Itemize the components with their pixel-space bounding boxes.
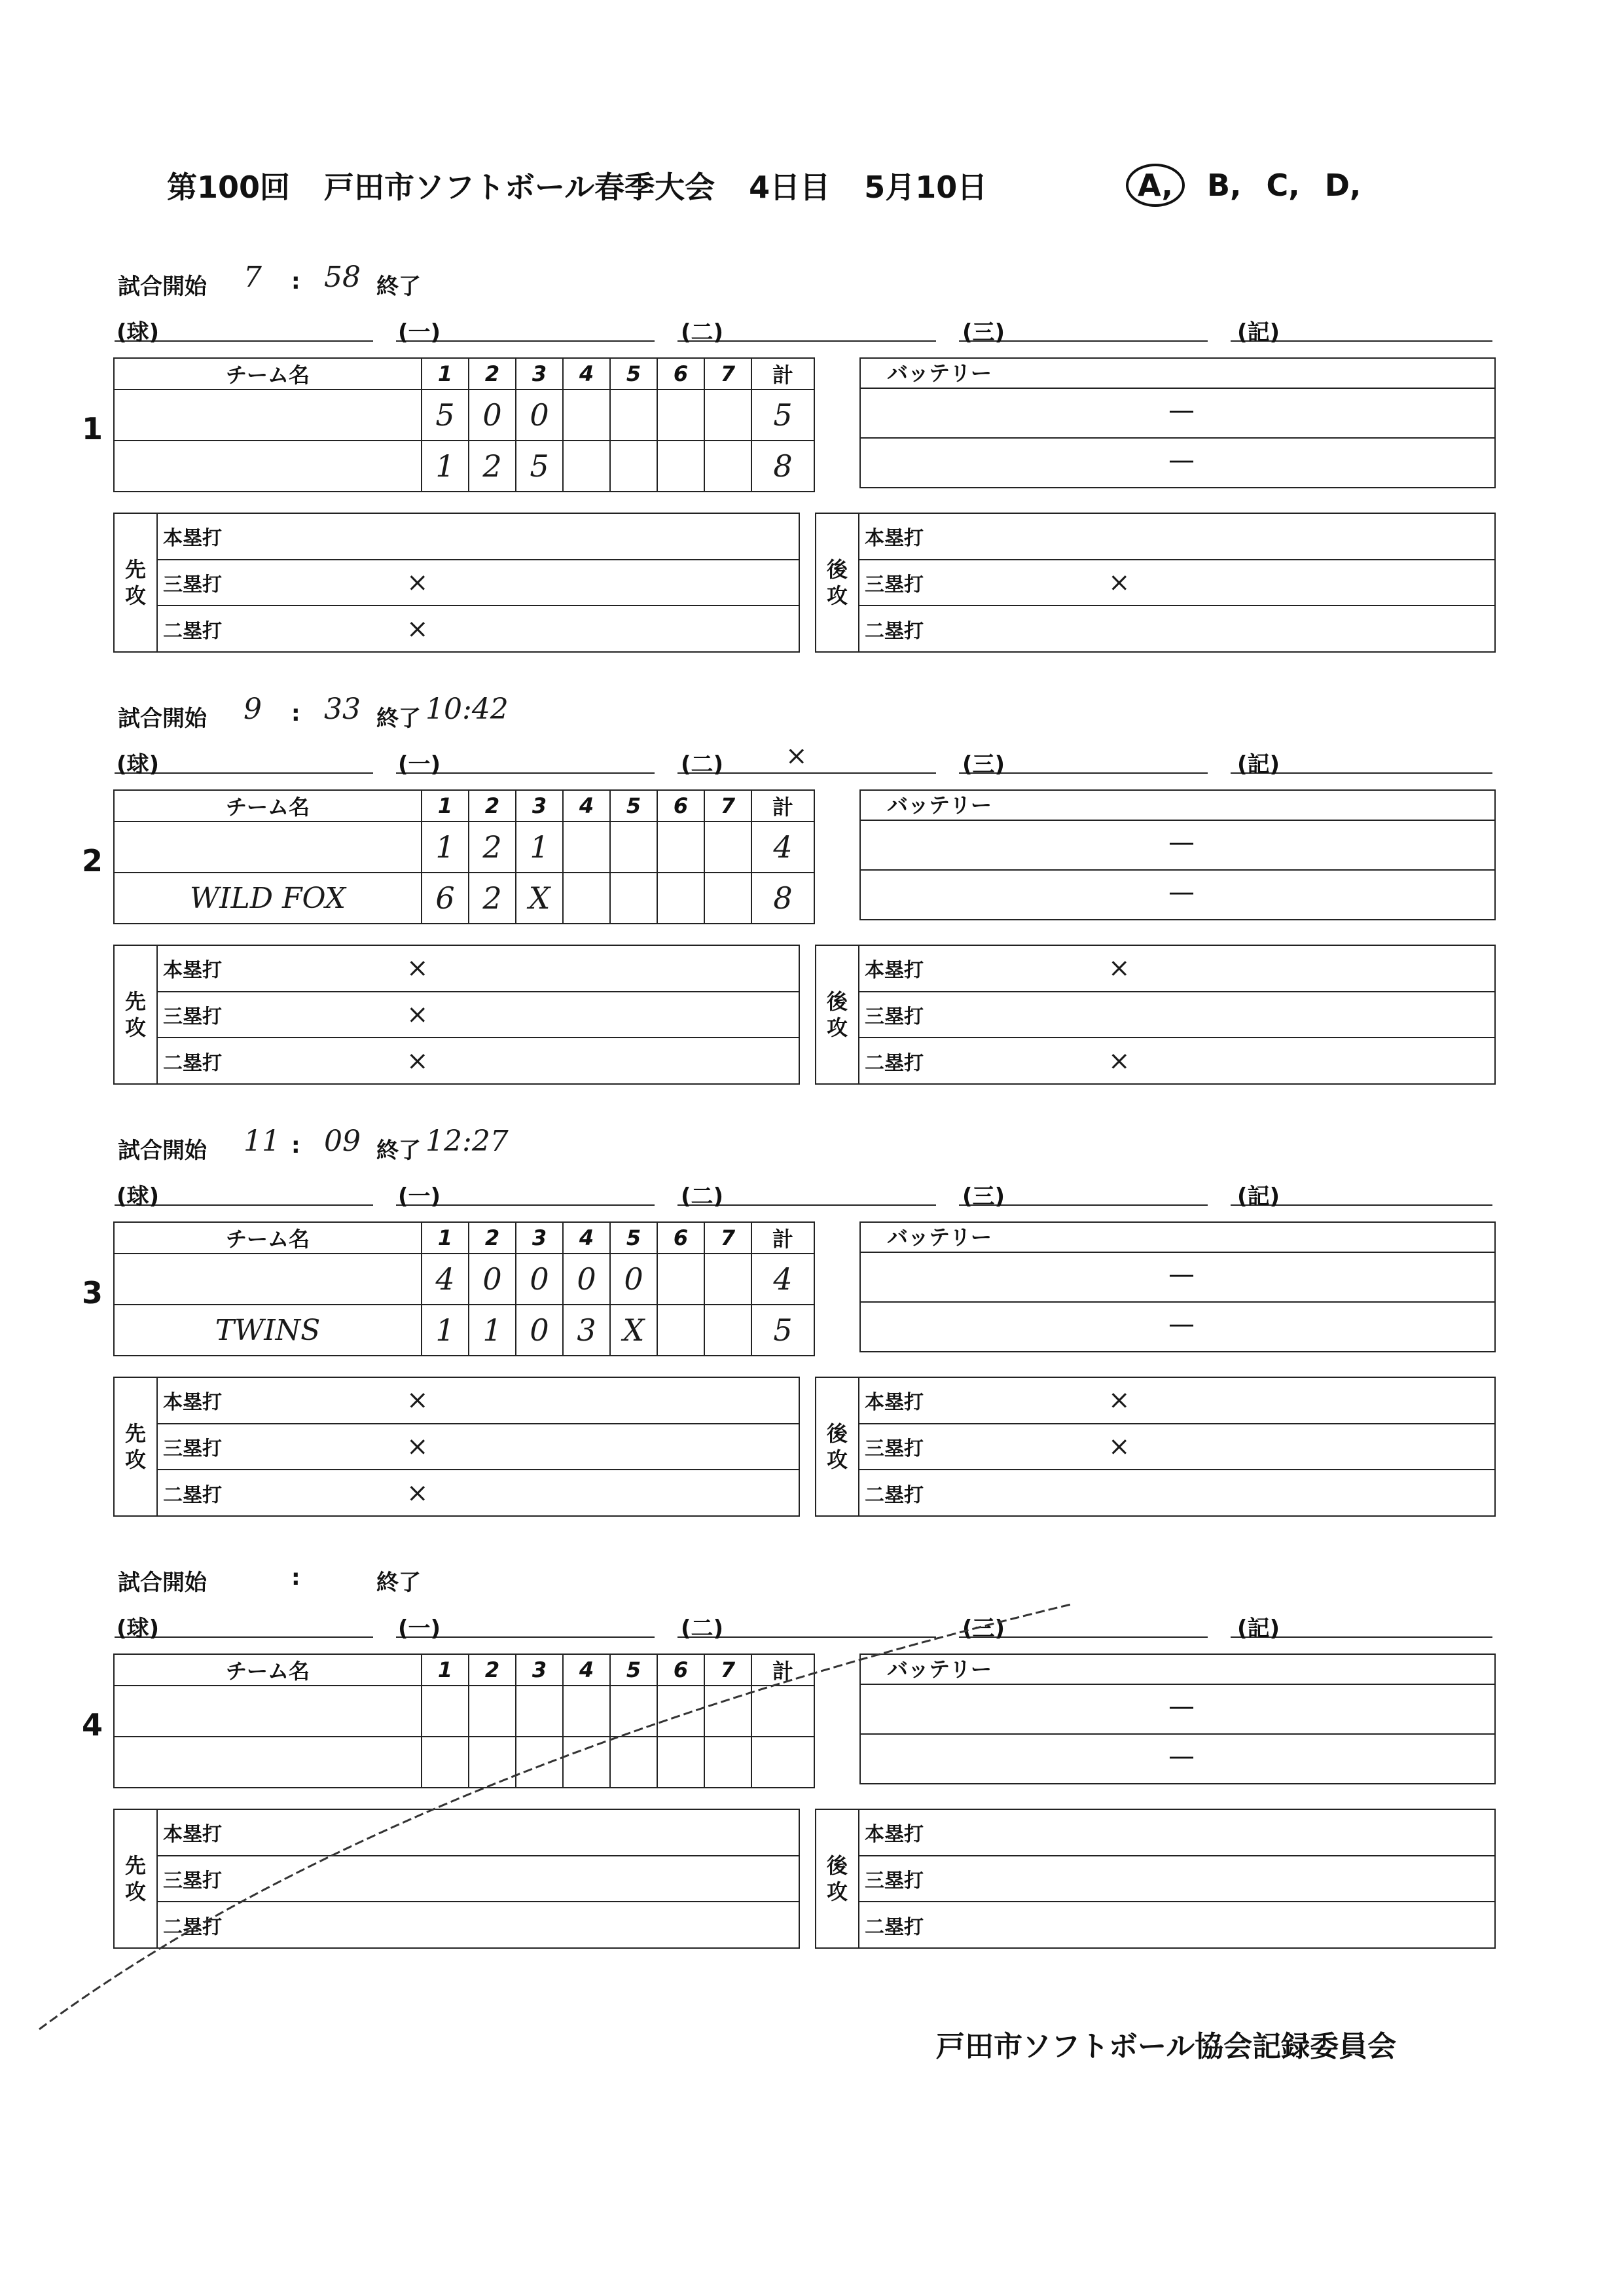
extra-base-hits-bottom: 後 攻 本塁打 三塁打 × 二塁打	[815, 513, 1496, 653]
home-run-row: 本塁打 ×	[158, 1378, 799, 1424]
umpire-second-label: (二)	[681, 751, 724, 778]
home-run-value: ×	[406, 1385, 429, 1416]
game-number: 4	[82, 1707, 103, 1743]
inning-header: 4	[563, 358, 610, 389]
battery-dash: —	[1168, 877, 1195, 907]
double-row: 二塁打 ×	[865, 1045, 1130, 1076]
triple-row: 三塁打 ×	[158, 1424, 799, 1471]
inning-header: 4	[563, 1654, 610, 1686]
umpire-first-label: (一)	[398, 751, 441, 778]
inning-score: 3	[563, 1305, 610, 1356]
inning-header: 4	[563, 790, 610, 822]
inning-score: 0	[563, 1254, 610, 1305]
umpire-first-label: (一)	[398, 1616, 441, 1642]
inning-header: 1	[422, 1222, 469, 1254]
inning-score: 4	[422, 1254, 469, 1305]
inning-score: 0	[516, 1254, 563, 1305]
inning-header: 6	[657, 358, 704, 389]
double-row: 二塁打 ×	[163, 613, 429, 644]
home-run-row: 本塁打	[859, 514, 1494, 560]
total-score: 5	[751, 389, 814, 441]
start-hour: 9	[244, 693, 262, 726]
group-d: D,	[1324, 168, 1362, 203]
umpire-plate-label: (球)	[117, 1184, 160, 1210]
battery-header: バッテリー	[861, 1223, 1494, 1253]
inning-score: 2	[469, 441, 516, 492]
recorder-label: (記)	[1237, 1184, 1280, 1210]
start-minute: 58	[324, 261, 361, 294]
start-label: 試合開始	[118, 274, 207, 300]
inning-score: 0	[469, 1254, 516, 1305]
extra-base-hits-bottom: 後 攻 本塁打 × 三塁打 二塁打 ×	[815, 945, 1496, 1085]
team-name-header: チーム名	[114, 1654, 422, 1686]
inning-score: 5	[516, 441, 563, 492]
inning-header: 7	[704, 1654, 751, 1686]
inning-score: 1	[422, 1305, 469, 1356]
umpire-third-label: (三)	[962, 1616, 1005, 1642]
battery-dash: —	[1168, 445, 1195, 475]
recorder-label: (記)	[1237, 319, 1280, 346]
battery-header: バッテリー	[861, 1655, 1494, 1685]
end-time: 12:27	[425, 1125, 509, 1158]
double-value: ×	[406, 1045, 429, 1076]
inning-header: 2	[469, 1654, 516, 1686]
inning-header: 3	[516, 358, 563, 389]
total-score: 5	[751, 1305, 814, 1356]
game-number: 3	[82, 1275, 103, 1310]
umpire-plate-label: (球)	[117, 319, 160, 346]
tournament-name: 戸田市ソフトボール春季大会	[324, 170, 715, 205]
home-run-row: 本塁打	[859, 1810, 1494, 1856]
inning-score: 1	[516, 822, 563, 873]
inning-header: 7	[704, 790, 751, 822]
battery-dash: —	[1168, 827, 1195, 858]
home-run-row: 本塁打 ×	[859, 946, 1494, 992]
extra-base-hits-bottom: 後 攻 本塁打 × 三塁打 × 二塁打	[815, 1377, 1496, 1517]
battery-dash: —	[1168, 1741, 1195, 1771]
home-run-value: ×	[406, 953, 429, 984]
inning-header: 1	[422, 1654, 469, 1686]
inning-header: 3	[516, 1654, 563, 1686]
battery-header: バッテリー	[861, 359, 1494, 389]
double-row: 二塁打	[865, 619, 924, 643]
game-number: 2	[82, 843, 103, 878]
double-row: 二塁打 ×	[163, 1045, 429, 1076]
inning-header: 4	[563, 1222, 610, 1254]
battery-dash: —	[1168, 1309, 1195, 1339]
triple-value: ×	[406, 1000, 429, 1030]
inning-score: 1	[422, 822, 469, 873]
extra-base-hits-top: 先 攻 本塁打 三塁打 二塁打	[113, 1809, 800, 1949]
start-minute: 09	[324, 1125, 361, 1158]
double-row: 二塁打	[163, 1915, 222, 1939]
double-row: 二塁打	[865, 1483, 924, 1507]
home-run-row: 本塁打	[158, 1810, 799, 1856]
triple-row: 三塁打	[158, 1856, 799, 1903]
triple-row: 三塁打 ×	[158, 560, 799, 607]
double-value: ×	[406, 1477, 429, 1508]
home-run-row: 本塁打 ×	[158, 946, 799, 992]
inning-header: 5	[610, 1654, 657, 1686]
footer-committee: 戸田市ソフトボール協会記録委員会	[936, 2030, 1397, 2063]
inning-score: 0	[469, 389, 516, 441]
total-score: 4	[751, 1254, 814, 1305]
extra-base-hits-top: 先 攻 本塁打 × 三塁打 × 二塁打 ×	[113, 1377, 800, 1517]
inning-header: 6	[657, 790, 704, 822]
triple-row: 三塁打	[859, 1856, 1494, 1903]
umpire-second: ×	[785, 741, 808, 771]
total-header: 計	[751, 1222, 814, 1254]
start-label: 試合開始	[118, 1570, 207, 1596]
inning-score: 6	[422, 873, 469, 924]
extra-base-hits-top: 先 攻 本塁打 × 三塁打 × 二塁打 ×	[113, 945, 800, 1085]
umpire-plate-label: (球)	[117, 1616, 160, 1642]
start-hour: 11	[244, 1125, 280, 1158]
end-time: 10:42	[425, 693, 509, 726]
total-header: 計	[751, 1654, 814, 1686]
battery-dash: —	[1168, 1691, 1195, 1722]
inning-header: 3	[516, 790, 563, 822]
team-name: TWINS	[114, 1305, 422, 1356]
inning-header: 7	[704, 1222, 751, 1254]
group-b: B,	[1206, 168, 1242, 203]
double-row: 二塁打	[865, 1915, 924, 1939]
inning-score: 1	[422, 441, 469, 492]
triple-row: 三塁打 ×	[158, 992, 799, 1039]
triple-value: ×	[406, 568, 429, 598]
inning-header: 2	[469, 790, 516, 822]
umpire-third-label: (三)	[962, 1184, 1005, 1210]
recorder-label: (記)	[1237, 751, 1280, 778]
inning-score: X	[610, 1305, 657, 1356]
total-header: 計	[751, 790, 814, 822]
umpire-third-label: (三)	[962, 319, 1005, 346]
double-row: 二塁打 ×	[163, 1477, 429, 1508]
inning-header: 1	[422, 790, 469, 822]
group-a-circled: A,	[1126, 164, 1185, 207]
end-label: 終了	[376, 274, 421, 300]
tournament-date: 5月10日	[864, 170, 988, 205]
umpire-plate-label: (球)	[117, 751, 160, 778]
group-c: C,	[1266, 168, 1300, 203]
end-label: 終了	[376, 706, 421, 732]
umpire-second-label: (二)	[681, 319, 724, 346]
inning-header: 7	[704, 358, 751, 389]
umpire-third-label: (三)	[962, 751, 1005, 778]
triple-row: 三塁打	[859, 992, 1494, 1039]
inning-score: 0	[516, 389, 563, 441]
team-name-header: チーム名	[114, 1222, 422, 1254]
double-value: ×	[406, 613, 429, 644]
inning-score: 5	[422, 389, 469, 441]
inning-score: 2	[469, 822, 516, 873]
inning-header: 5	[610, 358, 657, 389]
extra-base-hits-top: 先 攻 本塁打 三塁打 × 二塁打 ×	[113, 513, 800, 653]
umpire-first-label: (一)	[398, 1184, 441, 1210]
inning-header: 6	[657, 1654, 704, 1686]
team-name-header: チーム名	[114, 358, 422, 389]
start-hour: 7	[244, 261, 262, 294]
start-label: 試合開始	[118, 706, 207, 732]
end-label: 終了	[376, 1570, 421, 1596]
triple-value: ×	[1108, 568, 1130, 598]
home-run-row: 本塁打	[158, 514, 799, 560]
total-score: 8	[751, 441, 814, 492]
umpire-second-label: (二)	[681, 1616, 724, 1642]
game-number: 1	[82, 411, 103, 446]
total-score: 8	[751, 873, 814, 924]
home-run-value: ×	[1108, 953, 1130, 984]
tournament-day: 4日目	[749, 170, 831, 205]
inning-score: 0	[610, 1254, 657, 1305]
inning-score: 1	[469, 1305, 516, 1356]
battery-header: バッテリー	[861, 791, 1494, 821]
inning-header: 2	[469, 358, 516, 389]
umpire-first-label: (一)	[398, 319, 441, 346]
total-header: 計	[751, 358, 814, 389]
total-score: 4	[751, 822, 814, 873]
battery-dash: —	[1168, 1259, 1195, 1290]
inning-score: 2	[469, 873, 516, 924]
inning-header: 2	[469, 1222, 516, 1254]
triple-row: 三塁打 ×	[859, 560, 1494, 607]
inning-score: 0	[516, 1305, 563, 1356]
team-name-header: チーム名	[114, 790, 422, 822]
inning-header: 5	[610, 790, 657, 822]
inning-score: X	[516, 873, 563, 924]
inning-header: 6	[657, 1222, 704, 1254]
home-run-row: 本塁打 ×	[859, 1378, 1494, 1424]
triple-value: ×	[1108, 1432, 1130, 1462]
double-value: ×	[1108, 1045, 1130, 1076]
inning-header: 5	[610, 1222, 657, 1254]
end-label: 終了	[376, 1138, 421, 1164]
start-label: 試合開始	[118, 1138, 207, 1164]
umpire-second-label: (二)	[681, 1184, 724, 1210]
battery-dash: —	[1168, 395, 1195, 425]
inning-header: 3	[516, 1222, 563, 1254]
edition: 第100回	[167, 170, 291, 205]
triple-value: ×	[406, 1432, 429, 1462]
start-minute: 33	[324, 693, 361, 726]
triple-row: 三塁打 ×	[859, 1424, 1494, 1471]
extra-base-hits-bottom: 後 攻 本塁打 三塁打 二塁打	[815, 1809, 1496, 1949]
inning-header: 1	[422, 358, 469, 389]
team-name: WILD FOX	[114, 873, 422, 924]
home-run-value: ×	[1108, 1385, 1130, 1416]
recorder-label: (記)	[1237, 1616, 1280, 1642]
